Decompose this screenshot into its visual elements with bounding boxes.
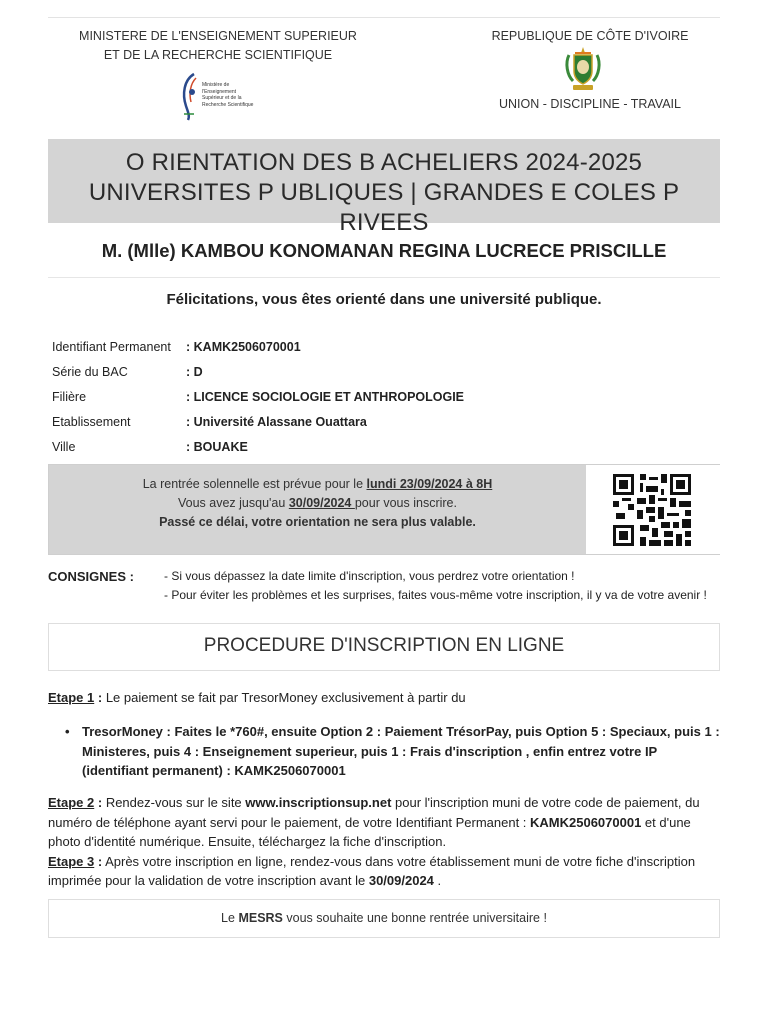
step-2-text-3: et d'une photo d'identité numérique. Ensuite, téléchargez la fiche d'inscription. xyxy=(48,814,691,849)
step-3-date: 30/09/2024 xyxy=(368,873,434,888)
top-divider xyxy=(48,17,720,18)
notice-warning: Passé ce délai, votre orientation ne sera plus valable. xyxy=(159,515,476,529)
consignes-list xyxy=(164,567,720,604)
student-name: M. (Mlle) KAMBOU KONOMANAN REGINA LUCRECE PRISCILLE xyxy=(101,240,667,261)
student-info-table xyxy=(52,334,464,459)
title-banner xyxy=(48,139,720,236)
ministry-header xyxy=(48,27,388,65)
notice-line2-end: pour vous inscrire. xyxy=(354,496,457,510)
tresormoney-instructions: TresorMoney : Faites le *760#, ensuite Option 2 : Paiement TrésorPay, puis Option 5 : Speciaux, puis 1 : Ministeres, puis 4 : Enseignement superieur, puis 1 : Frais d'inscription , enfin entrez votre IP (identifiant permanent) : KAMK2506070001 xyxy=(82,724,720,778)
country-header xyxy=(448,27,732,46)
step-2-label: Etape 2 xyxy=(48,795,95,810)
rentree-date: lundi 23/09/2024 à 8H xyxy=(366,477,493,491)
name-divider xyxy=(48,277,720,278)
footer-message xyxy=(48,899,720,938)
step-1 xyxy=(48,690,720,705)
info-value: : KAMK2506070001 xyxy=(186,339,301,354)
footer-org: MESRS xyxy=(238,911,283,925)
step-1-colon: : xyxy=(94,690,103,705)
info-row-identifiant xyxy=(52,334,464,359)
footer-post: vous souhaite une bonne rentrée universitaire ! xyxy=(282,911,547,925)
ministry-line-1: MINISTERE DE L'ENSEIGNEMENT SUPERIEUR xyxy=(79,29,357,43)
step-3-text-1: Après votre inscription en ligne, rendez-vous dans votre établissement muni de votre fiche d'inscription imprimée pour la validation de votre inscription avant le xyxy=(48,853,696,888)
footer-pre: Le xyxy=(221,911,239,925)
step-1-text: Le paiement se fait par TresorMoney exclusivement à partir du xyxy=(102,690,466,705)
ministry-logo xyxy=(180,72,262,122)
notice-text xyxy=(49,475,586,532)
consignes-label: CONSIGNES : xyxy=(48,569,134,584)
info-row-filiere xyxy=(52,384,464,409)
info-row-etablissement xyxy=(52,409,464,434)
info-value: : LICENCE SOCIOLOGIE ET ANTHROPOLOGIE xyxy=(186,389,465,404)
info-row-ville xyxy=(52,434,464,459)
deadline-date: 30/09/2024 xyxy=(288,496,355,510)
logo-text-1: Ministère de l'Enseignement xyxy=(202,82,237,95)
orientation-document xyxy=(48,0,720,1024)
notice-line1-text: La rentrée solennelle est prévue pour le xyxy=(142,477,367,491)
qr-cell xyxy=(586,465,720,554)
national-motto: UNION - DISCIPLINE - TRAVAIL xyxy=(499,97,681,111)
info-label: Identifiant Permanent xyxy=(52,339,171,354)
step-2-text-1: Rendez-vous sur le site xyxy=(102,795,246,810)
country-name: REPUBLIQUE DE CÔTE D'IVOIRE xyxy=(491,29,689,43)
info-row-serie xyxy=(52,359,464,384)
step-3-label: Etape 3 xyxy=(48,853,95,869)
inscription-site-link[interactable]: www.inscriptionsup.net xyxy=(245,795,392,810)
info-value: : BOUAKE xyxy=(186,439,248,454)
logo-text-2: Supérieur et de la xyxy=(202,95,242,101)
notice-line2-text: Vous avez jusqu'au xyxy=(178,496,289,510)
congratulations-message: Félicitations, vous êtes orienté dans une université publique. xyxy=(166,291,602,308)
steps-2-3 xyxy=(48,793,720,891)
info-label: Filière xyxy=(52,389,87,404)
step-2-colon: : xyxy=(94,795,103,810)
step-3 xyxy=(48,852,720,891)
qr-code-icon xyxy=(613,474,691,546)
ministry-emblem-icon xyxy=(180,72,202,122)
info-value: : D xyxy=(186,364,203,379)
info-label: Ville xyxy=(52,439,76,454)
bullet-icon: • xyxy=(65,724,70,739)
step-1-label: Etape 1 xyxy=(48,690,95,705)
logo-text-3: Recherche Scientifique xyxy=(202,101,254,108)
step-3-colon: : xyxy=(94,853,103,869)
info-label: Série du BAC xyxy=(52,364,128,379)
ministry-line-2: ET DE LA RECHERCHE SCIENTIFIQUE xyxy=(103,48,333,62)
deadline-notice xyxy=(48,464,720,555)
banner-line-2: UNIVERSITES P UBLIQUES | GRANDES E COLES P RIVEES xyxy=(88,179,680,236)
procedure-title: PROCEDURE D'INSCRIPTION EN LIGNE xyxy=(48,623,720,671)
info-label: Etablissement xyxy=(52,414,131,429)
coat-of-arms-icon xyxy=(561,45,605,95)
step-2 xyxy=(48,793,720,852)
consigne-item: - Si vous dépassez la date limite d'inscription, vous perdrez votre orientation ! xyxy=(164,569,575,583)
step-2-identifiant: KAMK2506070001 xyxy=(530,814,642,830)
step-3-text-2: . xyxy=(433,873,442,888)
info-value: : Université Alassane Ouattara xyxy=(186,414,367,429)
banner-line-1: O RIENTATION DES B ACHELIERS 2024-2025 xyxy=(125,149,643,176)
consigne-item: - Pour éviter les problèmes et les surprises, faites vous-même votre inscription, il y va de votre avenir ! xyxy=(164,587,707,602)
step-2-text-2: pour l'inscription muni de votre code de paiement, du numéro de téléphone ayant servi pour le paiement, de votre Identifiant Permanent : xyxy=(48,795,700,830)
